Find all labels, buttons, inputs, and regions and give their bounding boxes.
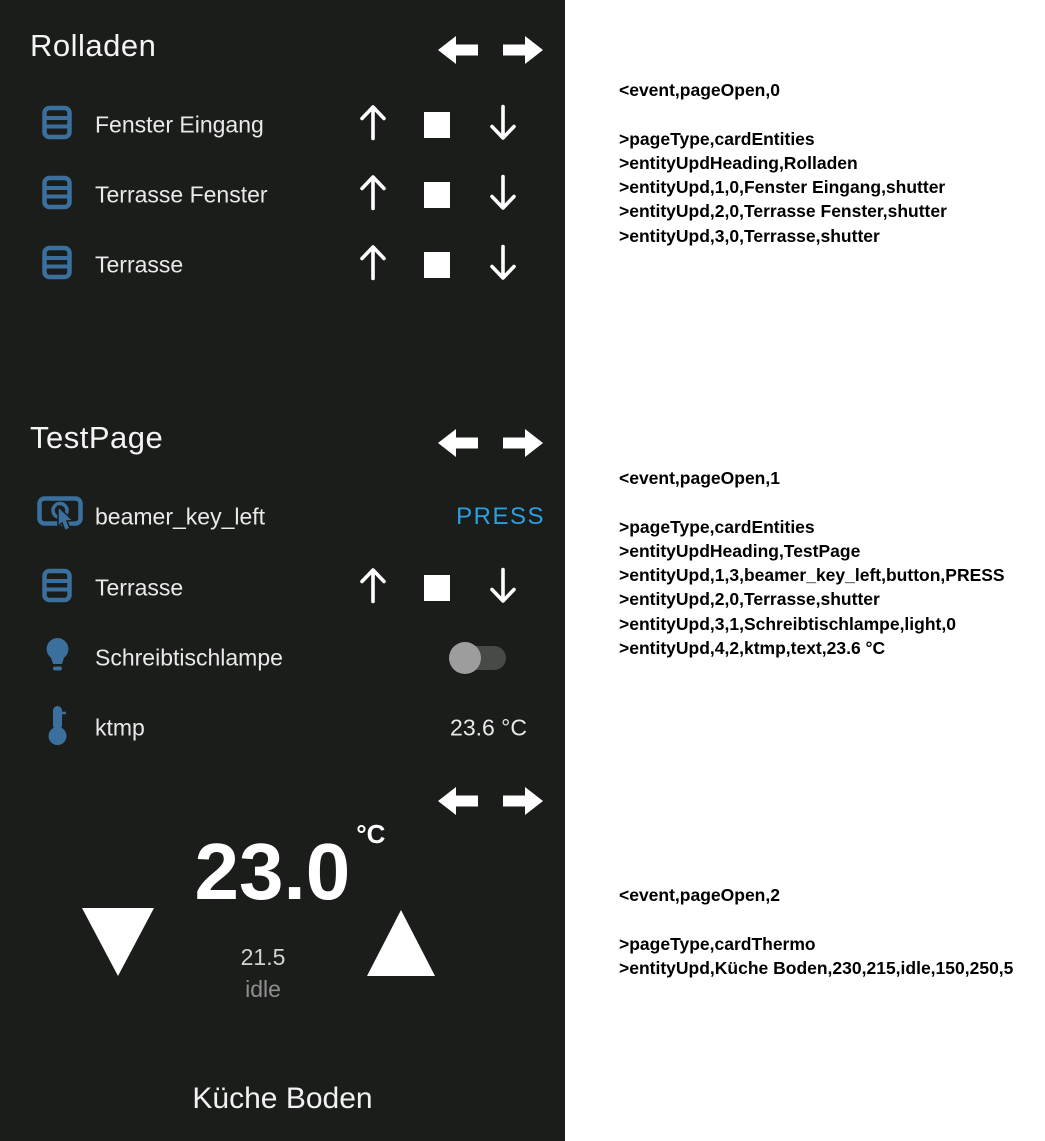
arrow-right-icon <box>503 35 543 65</box>
arrow-left-icon <box>438 35 478 65</box>
shutter-up-button[interactable] <box>356 566 390 611</box>
entity-label: Schreibtischlampe <box>95 644 283 671</box>
triangle-down-icon <box>82 908 154 976</box>
arrow-left-icon <box>438 786 478 816</box>
shutter-up-button[interactable] <box>356 173 390 218</box>
arrow-left-icon <box>438 428 478 458</box>
gesture-tap-button-icon <box>37 494 83 541</box>
entity-row-terrasse-testpage <box>0 560 565 616</box>
lightbulb-icon <box>44 637 71 679</box>
thermo-setpoint: 21.5 <box>240 944 286 970</box>
window-shutter-icon <box>42 569 72 608</box>
protocol-event-line: <event,pageOpen,0 <box>619 80 780 100</box>
shutter-down-button[interactable] <box>486 103 520 148</box>
card-heading-testpage: TestPage <box>30 420 164 455</box>
thermo-current-temp <box>112 819 462 916</box>
toggle-knob <box>449 642 481 674</box>
entity-row-beamer-key-left <box>0 489 565 545</box>
spacer <box>619 102 1039 126</box>
entity-row-terrasse-fenster <box>0 167 565 223</box>
press-button[interactable]: PRESS <box>456 503 545 530</box>
nav-prev-button[interactable] <box>438 786 478 816</box>
entity-row-schreibtischlampe <box>0 630 565 686</box>
entity-label: beamer_key_left <box>95 503 266 530</box>
nav-prev-button[interactable] <box>438 428 478 458</box>
nav-next-button[interactable] <box>503 786 543 816</box>
entity-label: Terrasse <box>95 251 184 278</box>
entity-label: Terrasse Fenster <box>95 181 268 208</box>
window-shutter-icon <box>42 246 72 285</box>
shutter-down-button[interactable] <box>486 243 520 288</box>
triangle-up-icon <box>367 910 435 976</box>
shutter-up-button[interactable] <box>356 103 390 148</box>
nav-prev-button[interactable] <box>438 35 478 65</box>
window-shutter-icon <box>42 176 72 215</box>
light-toggle[interactable] <box>451 646 506 670</box>
protocol-lines: >pageType,cardThermo >entityUpd,Küche Boden,230,215,idle,150,250,5 <box>619 933 1014 978</box>
shutter-up-button[interactable] <box>356 243 390 288</box>
protocol-event-line: <event,pageOpen,2 <box>619 885 780 905</box>
thermo-temp-unit: °C <box>356 819 386 850</box>
entity-row-ktmp <box>0 700 565 756</box>
arrow-right-icon <box>503 786 543 816</box>
card-heading-rolladen: Rolladen <box>30 28 157 63</box>
sensor-value: 23.6 °C <box>450 714 527 741</box>
thermometer-icon <box>47 705 68 751</box>
entity-label: ktmp <box>95 714 145 741</box>
entity-row-terrasse <box>0 237 565 293</box>
thermo-entity-name: Küche Boden <box>192 1082 373 1115</box>
shutter-down-button[interactable] <box>486 173 520 218</box>
shutter-stop-button[interactable] <box>424 112 450 138</box>
protocol-block-page0 <box>619 78 1039 248</box>
nav-next-button[interactable] <box>503 428 543 458</box>
entity-label: Terrasse <box>95 574 184 601</box>
shutter-stop-button[interactable] <box>424 575 450 601</box>
window-shutter-icon <box>42 106 72 145</box>
spacer <box>619 490 1039 514</box>
thermo-increase-button[interactable] <box>367 910 435 981</box>
shutter-stop-button[interactable] <box>424 182 450 208</box>
protocol-block-page2 <box>619 883 1039 980</box>
shutter-stop-button[interactable] <box>424 252 450 278</box>
spacer <box>619 907 1039 931</box>
shutter-down-button[interactable] <box>486 566 520 611</box>
entity-label: Fenster Eingang <box>95 111 264 138</box>
nav-next-button[interactable] <box>503 35 543 65</box>
protocol-event-line: <event,pageOpen,1 <box>619 468 780 488</box>
thermo-state: idle <box>245 976 281 1002</box>
arrow-right-icon <box>503 428 543 458</box>
protocol-lines: >pageType,cardEntities >entityUpdHeading,TestPage >entityUpd,1,3,beamer_key_left,button,PRESS >entityUpd,2,0,Terrasse,shutter >entityUpd,3,1,Schreibtischlampe,light,0 >entityUpd,4,2,ktmp,text,23.6 °C <box>619 516 1005 659</box>
thermo-decrease-button[interactable] <box>82 908 154 981</box>
entity-row-fenster-eingang <box>0 97 565 153</box>
thermo-temp-value: 23.0 <box>194 827 351 916</box>
protocol-block-page1 <box>619 466 1039 660</box>
protocol-lines: >pageType,cardEntities >entityUpdHeading,Rolladen >entityUpd,1,0,Fenster Eingang,shutter >entityUpd,2,0,Terrasse Fenster,shutter >entityUpd,3,0,Terrasse,shutter <box>619 128 947 246</box>
